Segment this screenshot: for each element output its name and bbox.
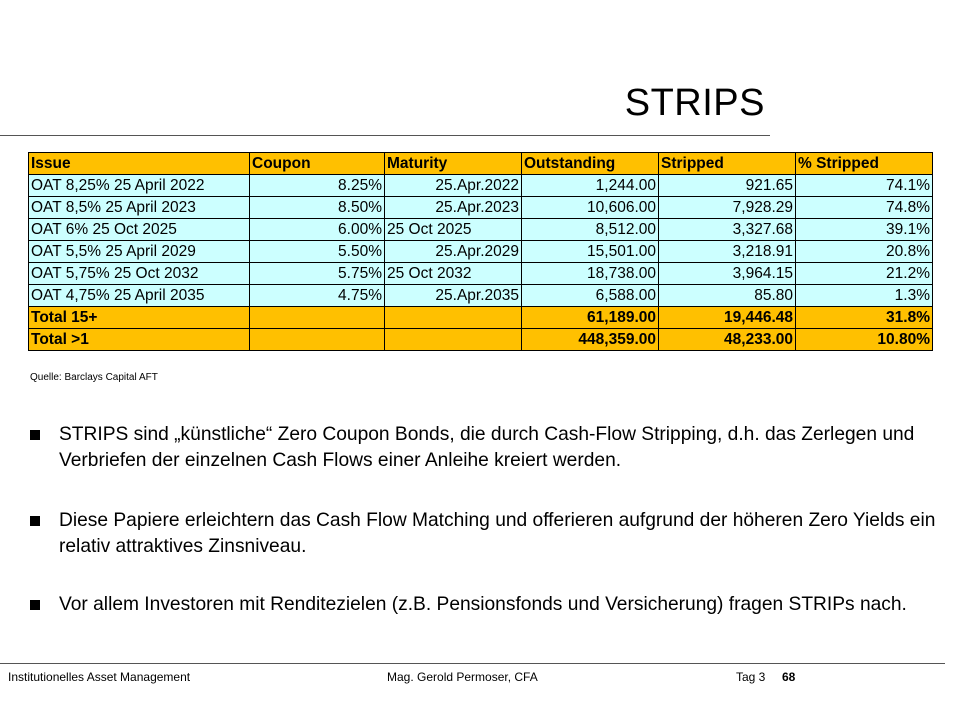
total-row — [29, 307, 933, 329]
cell-pct-stripped: 31.8% — [796, 307, 933, 329]
cell-maturity — [385, 329, 522, 351]
header-outstanding: Outstanding — [522, 153, 659, 175]
cell-coupon — [250, 329, 385, 351]
cell-stripped: 3,218.91 — [659, 241, 796, 263]
cell-coupon: 5.75% — [250, 263, 385, 285]
bullet-text: Vor allem Investoren mit Renditezielen (z.B. Pensionsfonds und Versicherung) fragen STRIPs nach. — [59, 594, 907, 615]
cell-pct-stripped: 20.8% — [796, 241, 933, 263]
cell-stripped: 3,327.68 — [659, 219, 796, 241]
table-header-row — [29, 153, 933, 175]
cell-outstanding: 61,189.00 — [522, 307, 659, 329]
footer-divider — [0, 663, 945, 664]
cell-issue: OAT 5,75% 25 Oct 2032 — [29, 263, 250, 285]
cell-maturity: 25 Oct 2032 — [385, 263, 522, 285]
table-row — [29, 197, 933, 219]
footer-page-number: 68 — [782, 670, 796, 684]
cell-coupon: 5.50% — [250, 241, 385, 263]
cell-coupon: 4.75% — [250, 285, 385, 307]
cell-stripped: 921.65 — [659, 175, 796, 197]
cell-maturity: 25.Apr.2029 — [385, 241, 522, 263]
cell-coupon — [250, 307, 385, 329]
total-row — [29, 329, 933, 351]
cell-issue: Total >1 — [29, 329, 250, 351]
cell-maturity: 25.Apr.2035 — [385, 285, 522, 307]
cell-pct-stripped: 74.1% — [796, 175, 933, 197]
cell-coupon: 6.00% — [250, 219, 385, 241]
cell-stripped: 85.80 — [659, 285, 796, 307]
cell-pct-stripped: 39.1% — [796, 219, 933, 241]
bullet-square-icon — [30, 600, 40, 610]
slide-title: STRIPS — [624, 82, 765, 124]
bullet-text: Diese Papiere erleichtern das Cash Flow Matching und offerieren aufgrund der höheren Zero Yields ein relativ attraktives Zinsniveau. — [59, 510, 936, 557]
table-row — [29, 175, 933, 197]
cell-outstanding: 1,244.00 — [522, 175, 659, 197]
cell-stripped: 48,233.00 — [659, 329, 796, 351]
cell-maturity: 25.Apr.2022 — [385, 175, 522, 197]
cell-issue: OAT 8,5% 25 April 2023 — [29, 197, 250, 219]
cell-stripped: 19,446.48 — [659, 307, 796, 329]
footer-author: Mag. Gerold Permoser, CFA — [387, 670, 538, 684]
cell-outstanding: 18,738.00 — [522, 263, 659, 285]
header-stripped: Stripped — [659, 153, 796, 175]
footer-day: Tag 3 — [736, 670, 766, 684]
strips-table — [28, 152, 933, 351]
cell-coupon: 8.25% — [250, 175, 385, 197]
table-row — [29, 241, 933, 263]
cell-maturity: 25.Apr.2023 — [385, 197, 522, 219]
header-issue: Issue — [29, 153, 250, 175]
cell-coupon: 8.50% — [250, 197, 385, 219]
cell-stripped: 7,928.29 — [659, 197, 796, 219]
cell-outstanding: 6,588.00 — [522, 285, 659, 307]
bullet-square-icon — [30, 516, 40, 526]
cell-pct-stripped: 21.2% — [796, 263, 933, 285]
cell-pct-stripped: 74.8% — [796, 197, 933, 219]
cell-outstanding: 15,501.00 — [522, 241, 659, 263]
footer-course: Institutionelles Asset Management — [8, 670, 191, 684]
table-row — [29, 219, 933, 241]
cell-issue: OAT 4,75% 25 April 2035 — [29, 285, 250, 307]
header-pct-stripped: % Stripped — [796, 153, 933, 175]
bullet-text: STRIPS sind „künstliche“ Zero Coupon Bonds, die durch Cash-Flow Stripping, d.h. das Zerlegen und Verbriefen der einzelnen Cash Flows einer Anleihe kreiert werden. — [59, 424, 915, 471]
cell-issue: Total 15+ — [29, 307, 250, 329]
cell-issue: OAT 5,5% 25 April 2029 — [29, 241, 250, 263]
cell-stripped: 3,964.15 — [659, 263, 796, 285]
bullet-square-icon — [30, 430, 40, 440]
cell-pct-stripped: 1.3% — [796, 285, 933, 307]
cell-issue: OAT 6% 25 Oct 2025 — [29, 219, 250, 241]
title-divider — [0, 135, 770, 136]
cell-maturity: 25 Oct 2025 — [385, 219, 522, 241]
header-maturity: Maturity — [385, 153, 522, 175]
table-row — [29, 285, 933, 307]
cell-pct-stripped: 10.80% — [796, 329, 933, 351]
source-note: Quelle: Barclays Capital AFT — [30, 372, 158, 383]
cell-outstanding: 8,512.00 — [522, 219, 659, 241]
header-coupon: Coupon — [250, 153, 385, 175]
cell-outstanding: 448,359.00 — [522, 329, 659, 351]
cell-outstanding: 10,606.00 — [522, 197, 659, 219]
cell-issue: OAT 8,25% 25 April 2022 — [29, 175, 250, 197]
table-row — [29, 263, 933, 285]
cell-maturity — [385, 307, 522, 329]
